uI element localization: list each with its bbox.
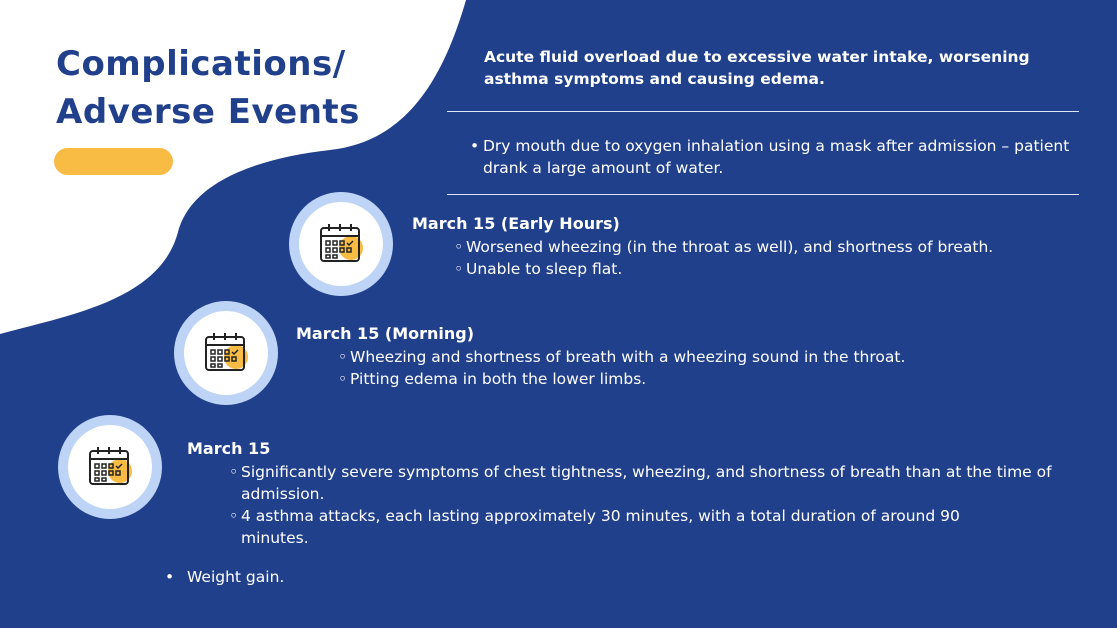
- event-block-2: [296, 323, 1016, 390]
- calendar-badge-2: [174, 301, 278, 405]
- title-line-1: Complications/: [56, 44, 346, 84]
- calendar-icon: [201, 328, 251, 378]
- event-date: March 15: [187, 439, 271, 458]
- event-item: ◦ Unable to sleep flat.: [454, 258, 1102, 280]
- summary-text: Acute fluid overload due to excessive water intake, worsening asthma symptoms and causing edema.: [484, 48, 1030, 88]
- event-list: [229, 461, 1057, 549]
- calendar-badge-1: [289, 192, 393, 296]
- event-item: ◦ Significantly severe symptoms of chest tightness, wheezing, and shortness of breath than at the time of admission.: [229, 461, 1057, 505]
- event-item: ◦ Worsened wheezing (in the throat as well), and shortness of breath.: [454, 236, 1102, 258]
- event-item: ◦ Wheezing and shortness of breath with a wheezing sound in the throat.: [338, 346, 1016, 368]
- slide-title: [56, 40, 360, 136]
- bullet-dot: •: [165, 568, 175, 586]
- event-date: March 15 (Early Hours): [412, 214, 620, 233]
- weight-gain-item: [165, 566, 284, 588]
- event-item: ◦ Pitting edema in both the lower limbs.: [338, 368, 1016, 390]
- event-list: [454, 236, 1102, 280]
- dry-mouth-item: [470, 135, 1070, 179]
- event-list: [338, 346, 1016, 390]
- accent-bar: [54, 148, 173, 175]
- event-block-1: [412, 213, 1102, 280]
- divider-top: [447, 111, 1079, 112]
- event-item: ◦ 4 asthma attacks, each lasting approximately 30 minutes, with a total duration of around 90 minutes.: [229, 505, 1001, 549]
- calendar-icon: [316, 219, 366, 269]
- calendar-badge-3: [58, 415, 162, 519]
- divider-bottom: [447, 194, 1079, 195]
- event-date: March 15 (Morning): [296, 324, 475, 343]
- event-block-3: [187, 438, 1057, 549]
- title-line-2: Adverse Events: [56, 92, 360, 132]
- calendar-icon: [85, 442, 135, 492]
- bullet-dot: •: [470, 137, 480, 155]
- weight-gain-text: Weight gain.: [187, 568, 285, 586]
- dry-mouth-text: Dry mouth due to oxygen inhalation using a mask after admission – patient drank a large amount of water.: [483, 137, 1070, 177]
